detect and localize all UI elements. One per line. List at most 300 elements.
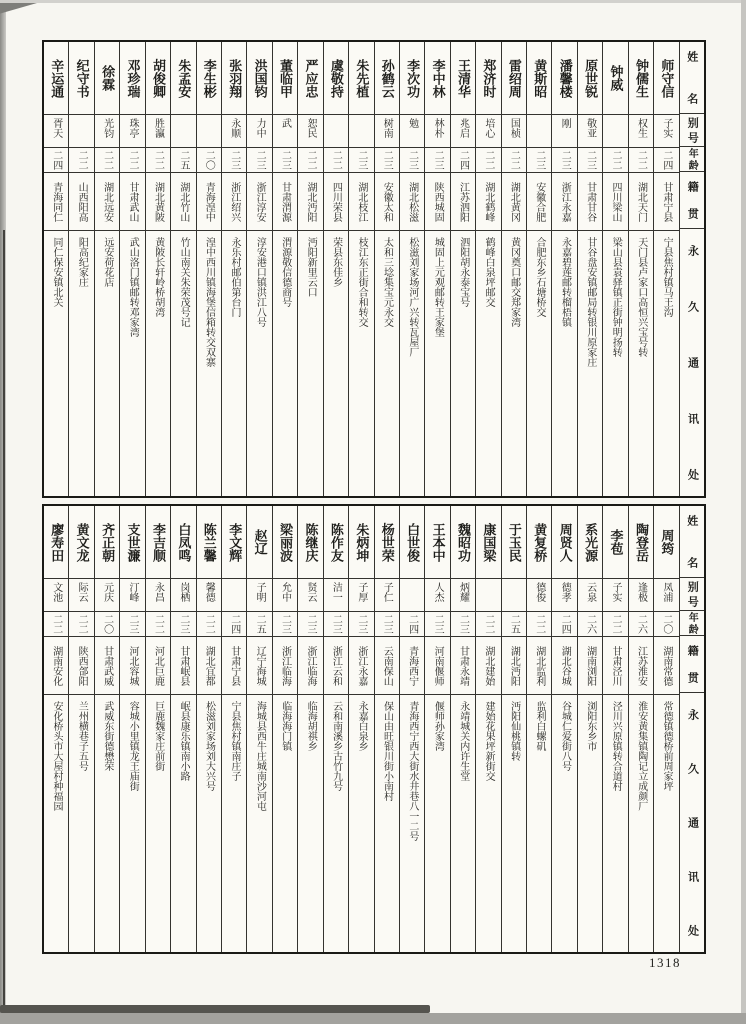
scan-artifact-left-line bbox=[3, 230, 5, 1010]
person-address: 黄陂长轩岭桥胡湾 bbox=[152, 237, 164, 317]
person-address: 永靖城关内许生堂 bbox=[457, 701, 469, 781]
person-origin: 湖南常德 bbox=[654, 637, 678, 695]
person-name: 白凤鸣 bbox=[171, 506, 195, 579]
person-name: 赵辽 bbox=[247, 506, 271, 579]
scan-artifact-bottom-edge bbox=[0, 1013, 746, 1024]
person-age: 二二 bbox=[197, 612, 221, 637]
person-address: 偃师孙家湾 bbox=[432, 701, 444, 751]
person-address: 泾川兴原镇转合道村 bbox=[610, 701, 622, 791]
person-name: 陈作友 bbox=[324, 506, 348, 579]
person-origin: 湖北建始 bbox=[476, 637, 500, 695]
person-age: 二二 bbox=[603, 612, 627, 637]
person-address: 梁山县袁驿镇正街钟明扬转 bbox=[610, 237, 622, 357]
person-name: 黄文龙 bbox=[69, 506, 93, 579]
person-column bbox=[551, 42, 576, 496]
person-column bbox=[119, 42, 144, 496]
person-age: 二二 bbox=[146, 612, 170, 637]
person-alias: 胥天 bbox=[44, 115, 68, 148]
person-column bbox=[374, 506, 399, 952]
person-origin: 湖北监利 bbox=[527, 637, 551, 695]
person-name: 洪国钧 bbox=[247, 42, 271, 115]
person-address: 淮安黄集镇陶记立成颜厂 bbox=[635, 701, 647, 811]
person-origin: 河南偃师 bbox=[425, 637, 449, 695]
person-column bbox=[450, 42, 475, 496]
person-age: 二二 bbox=[324, 148, 348, 173]
person-origin: 青海西宁 bbox=[400, 637, 424, 695]
person-name: 纪守书 bbox=[69, 42, 93, 115]
person-alias: 权生 bbox=[629, 115, 653, 148]
person-address: 云和南溪乡古竹九号 bbox=[330, 701, 342, 791]
person-name: 王清华 bbox=[451, 42, 475, 115]
person-age: 二二 bbox=[44, 612, 68, 637]
person-column bbox=[119, 506, 144, 952]
person-origin: 甘肃宁县 bbox=[222, 637, 246, 695]
person-column bbox=[424, 506, 449, 952]
person-name: 邓珍瑞 bbox=[120, 42, 144, 115]
person-name: 廖寿田 bbox=[44, 506, 68, 579]
person-column bbox=[348, 42, 373, 496]
person-column bbox=[170, 506, 195, 952]
person-alias: 永昌 bbox=[146, 579, 170, 612]
person-column bbox=[374, 42, 399, 496]
person-age: 二二 bbox=[502, 148, 526, 173]
person-address: 渭源敬信德商号 bbox=[279, 237, 291, 307]
header-address-label: 永 久 通 讯 处 bbox=[686, 709, 699, 936]
person-address: 巨鹿魏家庄前街 bbox=[152, 701, 164, 771]
person-name: 杨世荣 bbox=[375, 506, 399, 579]
person-origin: 甘肃武山 bbox=[120, 173, 144, 231]
person-name: 李生彬 bbox=[197, 42, 221, 115]
person-name: 王本中 bbox=[425, 506, 449, 579]
person-alias: 洁一 bbox=[324, 579, 348, 612]
person-age: 二三 bbox=[375, 612, 399, 637]
person-column bbox=[44, 506, 68, 952]
person-name: 系光源 bbox=[578, 506, 602, 579]
person-alias: 子实 bbox=[654, 115, 678, 148]
person-origin: 辽宁海城 bbox=[247, 637, 271, 695]
person-origin: 陕西城固 bbox=[425, 173, 449, 231]
person-age: 二四 bbox=[552, 612, 576, 637]
person-name: 梁丽波 bbox=[273, 506, 297, 579]
person-alias: 逢极 bbox=[629, 579, 653, 612]
person-name: 于玉民 bbox=[502, 506, 526, 579]
person-name: 陶登岳 bbox=[629, 506, 653, 579]
person-column bbox=[323, 42, 348, 496]
person-origin: 湖北枝江 bbox=[349, 173, 373, 231]
person-alias bbox=[197, 115, 221, 148]
person-alias: 林朴 bbox=[425, 115, 449, 148]
person-address: 浏阳东乡市 bbox=[584, 701, 596, 751]
person-origin: 江苏泗阳 bbox=[451, 173, 475, 231]
person-age: 二三 bbox=[349, 612, 373, 637]
person-column bbox=[526, 42, 551, 496]
person-age: 二五 bbox=[502, 612, 526, 637]
person-column bbox=[221, 42, 246, 496]
person-origin: 安徽合肥 bbox=[527, 173, 551, 231]
person-column bbox=[94, 506, 119, 952]
header-column bbox=[679, 42, 704, 496]
person-age: 二二 bbox=[603, 148, 627, 173]
person-column bbox=[196, 42, 221, 496]
person-column bbox=[653, 42, 678, 496]
person-age: 二二 bbox=[69, 612, 93, 637]
person-name: 李中林 bbox=[425, 42, 449, 115]
person-origin: 河北容城 bbox=[120, 637, 144, 695]
person-column bbox=[272, 506, 297, 952]
person-address: 安化桥头市大屋村种福园 bbox=[51, 701, 62, 811]
person-name: 虞敬持 bbox=[324, 42, 348, 115]
person-column bbox=[501, 506, 526, 952]
person-age: 二三 bbox=[273, 148, 297, 173]
person-name: 黄复桥 bbox=[527, 506, 551, 579]
person-alias: 云泉 bbox=[578, 579, 602, 612]
scan-artifact-right-edge bbox=[741, 0, 746, 1024]
person-age: 二四 bbox=[654, 148, 678, 173]
person-age: 二五 bbox=[171, 148, 195, 173]
person-address: 宁县焦村镇马王沟 bbox=[661, 237, 673, 317]
page-number: 1318 bbox=[649, 955, 681, 970]
person-name: 辛运通 bbox=[44, 42, 68, 115]
person-alias bbox=[324, 115, 348, 148]
person-origin: 浙江淳安 bbox=[247, 173, 271, 231]
person-age: 二三 bbox=[375, 148, 399, 173]
person-alias bbox=[527, 115, 551, 148]
person-alias bbox=[222, 579, 246, 612]
person-age: 二三 bbox=[552, 148, 576, 173]
person-age: 二二 bbox=[629, 148, 653, 173]
person-name: 徐霖 bbox=[95, 42, 119, 115]
person-alias bbox=[349, 115, 373, 148]
person-alias: 敬亚 bbox=[578, 115, 602, 148]
person-column bbox=[577, 42, 602, 496]
person-address: 竹山南关朱荣茂号记 bbox=[178, 237, 190, 327]
person-age: 二四 bbox=[44, 148, 68, 173]
person-name: 潘馨楼 bbox=[552, 42, 576, 115]
person-name: 陈兰馨 bbox=[197, 506, 221, 579]
person-alias: 光钧 bbox=[95, 115, 119, 148]
person-column bbox=[145, 42, 170, 496]
person-address: 常德镇德桥前周家坪 bbox=[661, 701, 673, 791]
person-alias bbox=[171, 115, 195, 148]
header-age-label: 年 龄 bbox=[680, 147, 704, 172]
person-address: 天门县卢家口高恒兴宝号转 bbox=[635, 237, 647, 357]
person-column bbox=[526, 506, 551, 952]
person-alias bbox=[400, 579, 424, 612]
person-origin: 河北巨鹿 bbox=[146, 637, 170, 695]
person-address: 松滋刘家场河广兴转瓦屋厂 bbox=[406, 237, 418, 357]
person-name: 胡俊卿 bbox=[146, 42, 170, 115]
person-alias: 德俊 bbox=[527, 579, 551, 612]
person-alias: 馨德 bbox=[197, 579, 221, 612]
header-age-label: 年 龄 bbox=[680, 611, 704, 636]
person-column bbox=[297, 42, 322, 496]
person-alias: 子明 bbox=[247, 579, 271, 612]
registry-table-top bbox=[42, 40, 706, 498]
person-address: 城固上元观邮转王家堡 bbox=[432, 237, 444, 337]
person-alias: 勉 bbox=[400, 115, 424, 148]
person-age: 二二 bbox=[476, 612, 500, 637]
person-column bbox=[145, 506, 170, 952]
person-origin: 浙江云和 bbox=[324, 637, 348, 695]
person-origin: 甘肃甘谷 bbox=[578, 173, 602, 231]
person-name: 雷绍周 bbox=[502, 42, 526, 115]
person-name: 严应忠 bbox=[298, 42, 322, 115]
person-address: 容城小里镇龙王庙街 bbox=[127, 701, 139, 791]
person-address: 甘谷盘安镇邮局转银川原家庄 bbox=[584, 237, 596, 367]
person-column bbox=[44, 42, 68, 496]
person-name: 钟儒生 bbox=[629, 42, 653, 115]
person-alias: 岗栖 bbox=[171, 579, 195, 612]
person-age: 二二 bbox=[146, 148, 170, 173]
person-address: 永嘉白泉乡 bbox=[356, 701, 368, 751]
person-alias: 德孝 bbox=[552, 579, 576, 612]
person-age: 二三 bbox=[527, 148, 551, 173]
person-address: 黄冈奠口邮交郑家湾 bbox=[508, 237, 520, 327]
person-address: 沔阳仙桃镇转 bbox=[508, 701, 520, 761]
person-column bbox=[475, 42, 500, 496]
person-alias: 人杰 bbox=[425, 579, 449, 612]
person-name: 董临甲 bbox=[273, 42, 297, 115]
person-origin: 湖北黄冈 bbox=[502, 173, 526, 231]
person-name: 孙鹤云 bbox=[375, 42, 399, 115]
person-alias: 炳耀 bbox=[451, 579, 475, 612]
person-address: 沔阳新里云口 bbox=[305, 237, 317, 297]
registry-table-bottom bbox=[42, 504, 706, 954]
person-origin: 浙江临海 bbox=[298, 637, 322, 695]
person-alias: 际云 bbox=[69, 579, 93, 612]
person-age: 二二 bbox=[476, 148, 500, 173]
person-address: 宁县焦村镇南庄子 bbox=[228, 701, 240, 781]
person-origin: 湖南浏阳 bbox=[578, 637, 602, 695]
person-column bbox=[501, 42, 526, 496]
person-name: 钟威 bbox=[603, 42, 627, 115]
person-name: 周筠 bbox=[654, 506, 678, 579]
person-address: 岷县康乐镇南小路 bbox=[178, 701, 190, 781]
header-address-label: 永 久 通 讯 处 bbox=[686, 245, 699, 480]
person-alias: 子仁 bbox=[375, 579, 399, 612]
person-origin: 湖北沔阳 bbox=[502, 637, 526, 695]
person-column bbox=[68, 42, 93, 496]
person-origin: 青海湟中 bbox=[197, 173, 221, 231]
person-origin: 浙江临海 bbox=[273, 637, 297, 695]
person-name: 李苞 bbox=[603, 506, 627, 579]
person-column bbox=[94, 42, 119, 496]
person-address: 武威东街德懋荣 bbox=[101, 701, 113, 771]
person-column bbox=[628, 506, 653, 952]
person-address: 太和三埝集宝元永交 bbox=[381, 237, 393, 327]
person-origin: 四川梁山 bbox=[603, 173, 627, 231]
person-age: 二二 bbox=[298, 148, 322, 173]
person-alias bbox=[502, 579, 526, 612]
person-origin: 湖北松滋 bbox=[400, 173, 424, 231]
person-alias bbox=[69, 115, 93, 148]
person-address: 临海胡祺乡 bbox=[305, 701, 317, 751]
person-column bbox=[602, 506, 627, 952]
person-alias: 永顺 bbox=[222, 115, 246, 148]
person-age: 二〇 bbox=[197, 148, 221, 173]
person-column bbox=[348, 506, 373, 952]
person-address: 枝江东正街合和转交 bbox=[356, 237, 368, 327]
person-origin: 甘肃武威 bbox=[95, 637, 119, 695]
person-column bbox=[272, 42, 297, 496]
person-age: 二三 bbox=[247, 148, 271, 173]
person-address: 同仁保安镇北关 bbox=[51, 237, 62, 307]
person-age: 二二 bbox=[69, 148, 93, 173]
person-column bbox=[196, 506, 221, 952]
person-address: 荣县东佳乡 bbox=[330, 237, 342, 287]
person-alias: 兆启 bbox=[451, 115, 475, 148]
person-origin: 湖北竹山 bbox=[171, 173, 195, 231]
person-address: 永嘉碧莲邮转榴梧镇 bbox=[559, 237, 571, 327]
person-origin: 甘肃永靖 bbox=[451, 637, 475, 695]
person-column bbox=[450, 506, 475, 952]
person-name: 朱炳坤 bbox=[349, 506, 373, 579]
person-age: 二〇 bbox=[654, 612, 678, 637]
person-column bbox=[551, 506, 576, 952]
person-age: 二三 bbox=[298, 612, 322, 637]
person-name: 康国梁 bbox=[476, 506, 500, 579]
person-name: 李吉顺 bbox=[146, 506, 170, 579]
person-name: 白世俊 bbox=[400, 506, 424, 579]
person-alias: 国桢 bbox=[502, 115, 526, 148]
person-name: 朱孟安 bbox=[171, 42, 195, 115]
person-column bbox=[602, 42, 627, 496]
person-age: 二六 bbox=[629, 612, 653, 637]
person-address: 淳安港口镇洪江八号 bbox=[254, 237, 266, 327]
header-column bbox=[679, 506, 704, 952]
person-age: 二三 bbox=[222, 148, 246, 173]
person-alias: 武 bbox=[273, 115, 297, 148]
person-origin: 山西阳高 bbox=[69, 173, 93, 231]
person-address: 青海西宁西大街水井巷八一二号 bbox=[406, 701, 418, 841]
person-origin: 湖北宜都 bbox=[197, 637, 221, 695]
person-age: 二四 bbox=[451, 148, 475, 173]
person-name: 郑济时 bbox=[476, 42, 500, 115]
person-origin: 甘肃岷县 bbox=[171, 637, 195, 695]
person-address: 海城县西牛庄城南沙河屯 bbox=[254, 701, 266, 811]
person-address: 合肥东乡石塘桥交 bbox=[534, 237, 546, 317]
person-origin: 浙江永嘉 bbox=[349, 637, 373, 695]
person-age: 二二 bbox=[95, 148, 119, 173]
header-origin-label: 籍 贯 bbox=[680, 636, 704, 693]
person-origin: 陕西郃阳 bbox=[69, 637, 93, 695]
person-age: 二三 bbox=[425, 612, 449, 637]
person-column bbox=[246, 42, 271, 496]
person-age: 二五 bbox=[247, 612, 271, 637]
person-name: 黄斯昭 bbox=[527, 42, 551, 115]
header-alias-label: 别 号 bbox=[680, 114, 704, 147]
person-address: 建始花果坪新街交 bbox=[483, 701, 495, 781]
person-alias: 允中 bbox=[273, 579, 297, 612]
person-alias: 刚 bbox=[552, 115, 576, 148]
header-origin-label: 籍 贯 bbox=[680, 172, 704, 229]
person-origin: 湖北鹤峰 bbox=[476, 173, 500, 231]
person-age: 二六 bbox=[578, 612, 602, 637]
header-name-label: 姓 名 bbox=[680, 42, 704, 114]
person-address: 保山由旺银川街小南村 bbox=[381, 701, 393, 801]
person-origin: 江苏淮安 bbox=[629, 637, 653, 695]
person-alias bbox=[603, 115, 627, 148]
person-age: 二二 bbox=[527, 612, 551, 637]
person-alias: 凤浦 bbox=[654, 579, 678, 612]
person-alias: 力中 bbox=[247, 115, 271, 148]
person-address: 泗阳胡永泰宝号 bbox=[457, 237, 469, 307]
person-alias: 子厚 bbox=[349, 579, 373, 612]
person-alias: 树南 bbox=[375, 115, 399, 148]
person-alias: 胜瀛 bbox=[146, 115, 170, 148]
person-address: 湟中西川镇海堡信箱转交双寨 bbox=[203, 237, 215, 367]
person-age: 二三 bbox=[400, 148, 424, 173]
person-alias: 贤云 bbox=[298, 579, 322, 612]
person-column bbox=[399, 506, 424, 952]
person-alias bbox=[476, 579, 500, 612]
person-origin: 云南保山 bbox=[375, 637, 399, 695]
person-column bbox=[424, 42, 449, 496]
person-origin: 甘肃宁县 bbox=[654, 173, 678, 231]
person-name: 张羽翔 bbox=[222, 42, 246, 115]
person-column bbox=[323, 506, 348, 952]
header-alias-label: 别 号 bbox=[680, 578, 704, 611]
person-age: 二二 bbox=[120, 148, 144, 173]
person-origin: 甘肃泾川 bbox=[603, 637, 627, 695]
person-name: 李文辉 bbox=[222, 506, 246, 579]
person-column bbox=[653, 506, 678, 952]
person-alias: 培心 bbox=[476, 115, 500, 148]
person-age: 二四 bbox=[222, 612, 246, 637]
person-address: 谷城仁爱街八号 bbox=[559, 701, 571, 771]
person-column bbox=[68, 506, 93, 952]
person-name: 齐正朝 bbox=[95, 506, 119, 579]
person-alias: 子实 bbox=[603, 579, 627, 612]
person-address: 永乐村邮伯第台门 bbox=[228, 237, 240, 317]
person-origin: 安徽太和 bbox=[375, 173, 399, 231]
person-alias: 珠亭 bbox=[120, 115, 144, 148]
person-name: 李次功 bbox=[400, 42, 424, 115]
person-origin: 浙江绍兴 bbox=[222, 173, 246, 231]
person-age: 二三 bbox=[451, 612, 475, 637]
person-origin: 青海同仁 bbox=[44, 173, 68, 231]
person-age: 二三 bbox=[273, 612, 297, 637]
person-column bbox=[399, 42, 424, 496]
person-column bbox=[297, 506, 322, 952]
person-name: 支世濂 bbox=[120, 506, 144, 579]
person-name: 师守信 bbox=[654, 42, 678, 115]
person-column bbox=[170, 42, 195, 496]
person-age: 二三 bbox=[578, 148, 602, 173]
person-origin: 湖北远安 bbox=[95, 173, 119, 231]
person-column bbox=[475, 506, 500, 952]
person-column bbox=[628, 42, 653, 496]
person-origin: 湖北沔阳 bbox=[298, 173, 322, 231]
person-alias: 恕民 bbox=[298, 115, 322, 148]
person-origin: 湖北天门 bbox=[629, 173, 653, 231]
person-address: 远安荷花店 bbox=[101, 237, 113, 287]
person-column bbox=[246, 506, 271, 952]
person-name: 朱先植 bbox=[349, 42, 373, 115]
person-age: 二四 bbox=[400, 612, 424, 637]
person-age: 二三 bbox=[120, 612, 144, 637]
person-origin: 四川荣县 bbox=[324, 173, 348, 231]
person-alias: 元庆 bbox=[95, 579, 119, 612]
person-address: 鹤峰白泉坪邮交 bbox=[483, 237, 495, 307]
person-address: 兰州横巷子五号 bbox=[76, 701, 88, 771]
person-address: 临海海门镇 bbox=[279, 701, 291, 751]
person-origin: 湖北黄陂 bbox=[146, 173, 170, 231]
scan-artifact-bottom-smudge bbox=[0, 1005, 430, 1013]
person-age: 二三 bbox=[349, 148, 373, 173]
person-column bbox=[577, 506, 602, 952]
header-name-label: 姓 名 bbox=[680, 506, 704, 578]
